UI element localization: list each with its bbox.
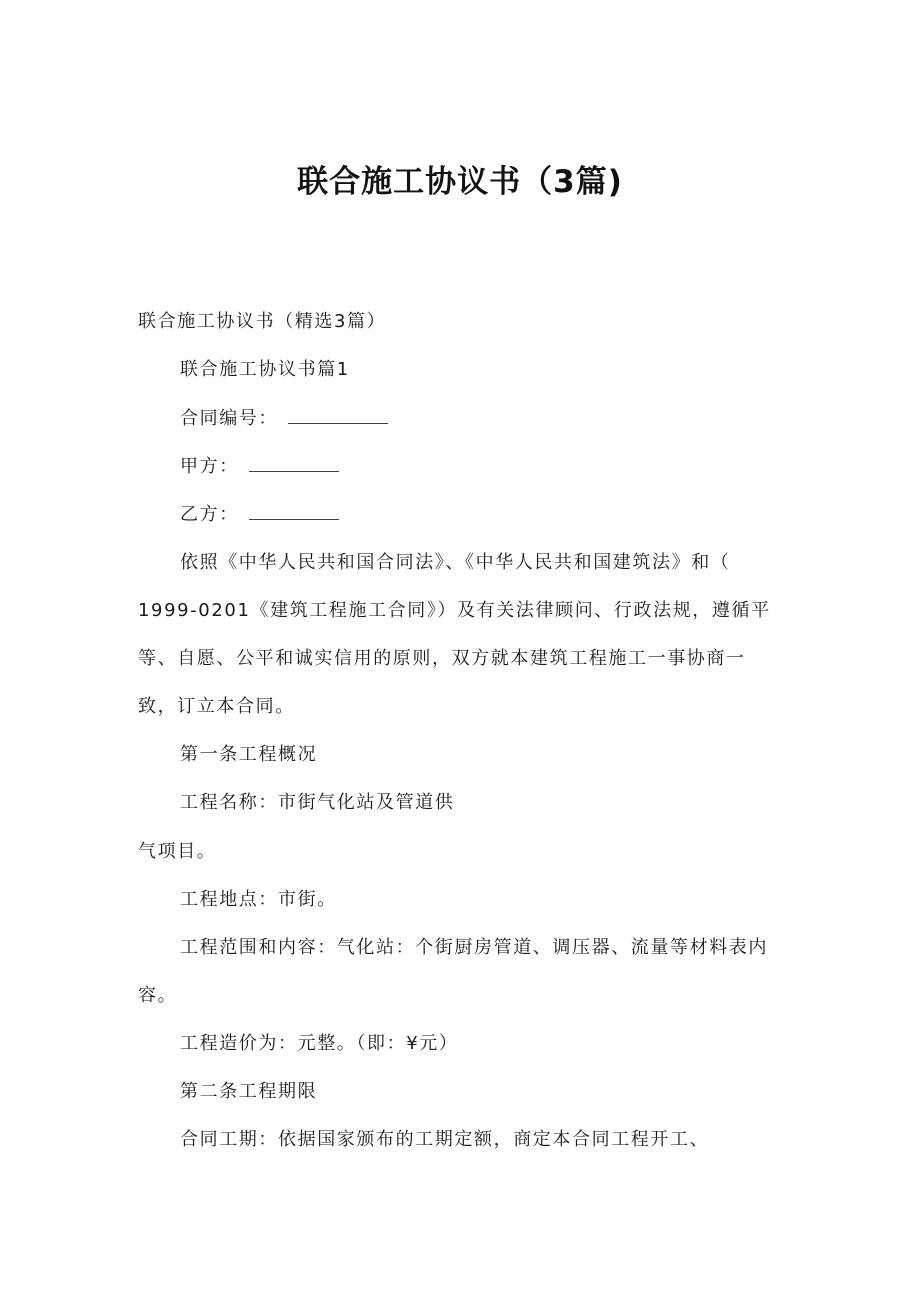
paragraph-line: 工程造价为：元整。（即：¥元） xyxy=(180,1033,459,1054)
article-heading: 第一条工程概况 xyxy=(180,744,318,765)
party-b-blank xyxy=(249,503,339,520)
paragraph-line: 合同工期：依据国家颁布的工期定额，商定本合同工程开工、 xyxy=(180,1129,710,1150)
party-a-label: 甲方： xyxy=(180,456,239,477)
document-title: 联合施工协议书（3篇) xyxy=(297,164,623,200)
contract-number-row xyxy=(180,407,388,431)
paragraph-line: 工程地点：市街。 xyxy=(180,889,337,910)
paragraph-line: 依照《中华人民共和国合同法》、《中华人民共和国建筑法》和（ xyxy=(180,552,731,573)
paragraph-line: 气项目。 xyxy=(138,841,217,862)
party-b-row xyxy=(180,503,339,527)
contract-number-label: 合同编号： xyxy=(180,408,278,429)
paragraph-line: 等、自愿、公平和诚实信用的原则，双方就本建筑工程施工一事协商一 xyxy=(138,648,746,669)
section-heading: 联合施工协议书篇1 xyxy=(180,359,350,380)
party-a-blank xyxy=(249,455,339,472)
article-heading: 第二条工程期限 xyxy=(180,1081,318,1102)
paragraph-line: 工程范围和内容：气化站：个街厨房管道、调压器、流量等材料表内 xyxy=(180,937,768,958)
paragraph-line: 工程名称：市街气化站及管道供 xyxy=(180,792,455,813)
party-b-label: 乙方： xyxy=(180,504,239,525)
paragraph-line: 1999-0201《建筑工程施工合同》）及有关法律顾问、行政法规，遵循平 xyxy=(138,600,771,621)
paragraph-line: 容。 xyxy=(138,985,178,1006)
paragraph-line: 致，订立本合同。 xyxy=(138,696,295,717)
document-subtitle: 联合施工协议书（精选3篇） xyxy=(138,311,387,332)
contract-number-blank xyxy=(288,407,388,424)
party-a-row xyxy=(180,455,339,479)
